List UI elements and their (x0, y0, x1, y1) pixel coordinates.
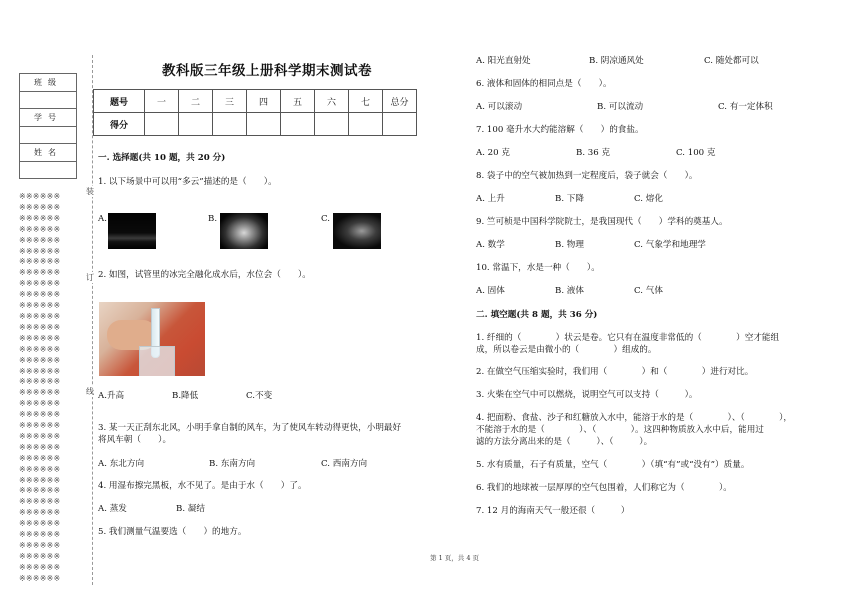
pattern-row: ※※※※※※ (19, 551, 61, 561)
q5-option-a[interactable]: A. 阳光直射处 (476, 56, 531, 66)
q1-option-c-label[interactable]: C. (321, 214, 331, 224)
pattern-row: ※※※※※※ (19, 519, 61, 529)
q7-option-c[interactable]: C. 100 克 (676, 148, 716, 158)
fill-q2: 2. 在做空气压缩实验时，我们用（ ）和（ ）进行对比。 (476, 367, 754, 377)
pattern-row: ※※※※※※ (19, 453, 61, 463)
fill-q5: 5. 水有质量，石子有质量，空气（ ）（填“有”或“没有”）质量。 (476, 460, 750, 470)
score-table-header-row (94, 90, 417, 113)
q3-option-a[interactable]: A. 东北方向 (98, 459, 145, 469)
question-5-stem: 5. 我们测量气温要选（ ）的地方。 (98, 527, 247, 537)
binding-label-middle: 订 (86, 273, 94, 282)
section1-header: 一. 选择题(共 10 题，共 20 分) (98, 153, 226, 163)
question-2-stem: 2. 如图，试管里的冰完全融化成水后，水位会（ ）。 (98, 270, 311, 280)
fill-q7: 7. 12 月的海南天气一般还很（ ） (476, 506, 630, 516)
pattern-row: ※※※※※※ (19, 311, 61, 321)
fill-q4-line3: 滤的方法分离出来的是（ ）、（ ）。 (476, 437, 653, 447)
pattern-row: ※※※※※※ (19, 442, 61, 452)
q2-option-c[interactable]: C.不变 (246, 391, 273, 401)
beaker-shape (139, 346, 175, 376)
score-cell-header: 七 (349, 90, 383, 113)
pattern-row: ※※※※※※ (19, 475, 61, 485)
q4-option-a[interactable]: A. 蒸发 (98, 504, 127, 514)
student-number-label: 学号 (20, 109, 77, 127)
q2-option-b[interactable]: B.降低 (172, 391, 199, 401)
score-cell-header: 三 (213, 90, 247, 113)
binding-label-top: 装 (86, 187, 94, 196)
q9-option-a[interactable]: A. 数学 (476, 240, 505, 250)
pattern-row: ※※※※※※ (19, 410, 61, 420)
score-cell[interactable] (213, 113, 247, 136)
score-cell-header: 一 (145, 90, 179, 113)
pattern-row: ※※※※※※ (19, 421, 61, 431)
pattern-row: ※※※※※※ (19, 279, 61, 289)
question-8-stem: 8. 袋子中的空气被加热到一定程度后，袋子就会（ ）。 (476, 171, 698, 181)
q10-option-c[interactable]: C. 气体 (634, 286, 663, 296)
q9-option-c[interactable]: C. 气象学和地理学 (634, 240, 706, 250)
q6-option-c[interactable]: C. 有一定体积 (718, 102, 773, 112)
pattern-row: ※※※※※※ (19, 464, 61, 474)
student-number-field[interactable] (20, 126, 77, 144)
pattern-row: ※※※※※※ (19, 192, 61, 201)
student-info-box (19, 73, 77, 179)
q6-option-b[interactable]: B. 可以流动 (597, 102, 644, 112)
pattern-row: ※※※※※※ (19, 257, 61, 267)
name-field[interactable] (20, 161, 77, 179)
class-label: 班级 (20, 74, 77, 92)
score-table (93, 89, 417, 136)
fill-q3: 3. 火柴在空气中可以燃烧，说明空气可以支持（ ）。 (476, 390, 698, 400)
class-field[interactable] (20, 91, 77, 109)
pattern-row: ※※※※※※ (19, 486, 61, 496)
pattern-row: ※※※※※※ (19, 366, 61, 376)
name-label: 姓名 (20, 144, 77, 162)
score-cell[interactable] (247, 113, 281, 136)
pattern-row: ※※※※※※ (19, 573, 61, 583)
q5-option-c[interactable]: C. 随处都可以 (704, 56, 759, 66)
night-sky-photo (108, 213, 156, 249)
pattern-row: ※※※※※※ (19, 301, 61, 311)
pattern-row: ※※※※※※ (19, 344, 61, 354)
pattern-row: ※※※※※※ (19, 268, 61, 278)
score-cell[interactable] (315, 113, 349, 136)
pattern-row: ※※※※※※ (19, 322, 61, 332)
question-9-stem: 9. 竺可桢是中国科学院院士，是我国现代（ ）学科的奠基人。 (476, 217, 728, 227)
q9-option-b[interactable]: B. 物理 (555, 240, 584, 250)
pattern-row: ※※※※※※ (19, 497, 61, 507)
section2-header: 二. 填空题(共 8 题，共 36 分) (476, 310, 598, 320)
score-cell-header: 二 (179, 90, 213, 113)
page-footer: 第 1 页，共 4 页 (430, 554, 480, 562)
score-cell-header: 总分 (383, 90, 417, 113)
binding-label-bottom: 线 (86, 387, 94, 396)
fill-q1-line2: 成，所以卷云是由微小的（ ）组成的。 (476, 345, 657, 355)
fill-q1-line1: 1. 纤细的（ ）状云是卷。它只有在温度非常低的（ ）空才能组 (476, 333, 780, 343)
fill-q6: 6. 我们的地球被一层厚厚的空气包围着，人们称它为（ ）。 (476, 483, 732, 493)
cloudy-sky-photo (220, 213, 268, 249)
question-4-stem: 4. 用湿布擦完黑板，水不见了。是由于水（ ）了。 (98, 481, 307, 491)
question-6-stem: 6. 液体和固体的相同点是（ ）。 (476, 79, 612, 89)
q5-option-b[interactable]: B. 阴凉通风处 (589, 56, 644, 66)
question-3-stem-line2: 将风车朝（ ）。 (98, 435, 172, 445)
moon-cloud-photo (333, 213, 381, 249)
question-3-stem-line1: 3. 某一天正刮东北风，小明手拿自制的风车，为了使风车转动得更快，小明最好 (98, 423, 402, 433)
score-cell-header: 五 (281, 90, 315, 113)
score-cell-header: 题号 (94, 90, 145, 113)
pattern-row: ※※※※※※ (19, 246, 61, 256)
test-tube-experiment-photo (99, 302, 205, 376)
q4-option-b[interactable]: B. 凝结 (176, 504, 205, 514)
score-cell[interactable] (179, 113, 213, 136)
score-table-score-row (94, 113, 417, 136)
q10-option-a[interactable]: A. 固体 (476, 286, 505, 296)
pattern-row: ※※※※※※ (19, 290, 61, 300)
fill-q4-line1: 4. 把面粉、食盐、沙子和红糖放入水中，能溶于水的是（ ）、（ ）， (476, 413, 793, 423)
fill-q4-line2: 不能溶于水的是（ ）、（ ）。这四种物质放入水中后，能用过 (476, 425, 764, 435)
q8-option-a[interactable]: A. 上升 (476, 194, 505, 204)
pattern-row: ※※※※※※ (19, 431, 61, 441)
pattern-row: ※※※※※※ (19, 508, 61, 518)
q10-option-b[interactable]: B. 液体 (555, 286, 584, 296)
pattern-row: ※※※※※※ (19, 333, 61, 343)
decorative-pattern (19, 192, 79, 584)
q3-option-b[interactable]: B. 东南方向 (209, 459, 256, 469)
q2-option-a[interactable]: A.升高 (98, 391, 125, 401)
score-cell-header: 六 (315, 90, 349, 113)
pattern-row: ※※※※※※ (19, 235, 61, 245)
question-7-stem: 7. 100 毫升水大约能溶解（ ）的食盐。 (476, 125, 644, 135)
q7-option-a[interactable]: A. 20 克 (476, 148, 510, 158)
pattern-row: ※※※※※※ (19, 388, 61, 398)
q8-option-b[interactable]: B. 下降 (555, 194, 584, 204)
score-cell[interactable] (281, 113, 315, 136)
q1-option-a-label[interactable]: A. (98, 214, 107, 224)
score-cell[interactable] (145, 113, 179, 136)
score-row-label: 得分 (94, 113, 145, 136)
q3-option-c[interactable]: C. 西南方向 (321, 459, 368, 469)
score-cell-header: 四 (247, 90, 281, 113)
question-10-stem: 10. 常温下，水是一种（ ）。 (476, 263, 600, 273)
pattern-row: ※※※※※※ (19, 530, 61, 540)
page-title: 教科版三年级上册科学期末测试卷 (162, 63, 372, 79)
score-cell[interactable] (383, 113, 417, 136)
pattern-row: ※※※※※※ (19, 202, 61, 212)
q8-option-c[interactable]: C. 熔化 (634, 194, 663, 204)
question-1-stem: 1. 以下场景中可以用“多云”描述的是（ ）。 (98, 177, 277, 187)
pattern-row: ※※※※※※ (19, 541, 61, 550)
q1-option-b-label[interactable]: B. (208, 214, 218, 224)
q7-option-b[interactable]: B. 36 克 (576, 148, 611, 158)
pattern-row: ※※※※※※ (19, 224, 61, 234)
pattern-row: ※※※※※※ (19, 355, 61, 365)
q6-option-a[interactable]: A. 可以滚动 (476, 102, 523, 112)
pattern-row: ※※※※※※ (19, 399, 61, 409)
pattern-row: ※※※※※※ (19, 213, 61, 223)
score-cell[interactable] (349, 113, 383, 136)
pattern-row: ※※※※※※ (19, 377, 61, 387)
pattern-row: ※※※※※※ (19, 562, 61, 572)
